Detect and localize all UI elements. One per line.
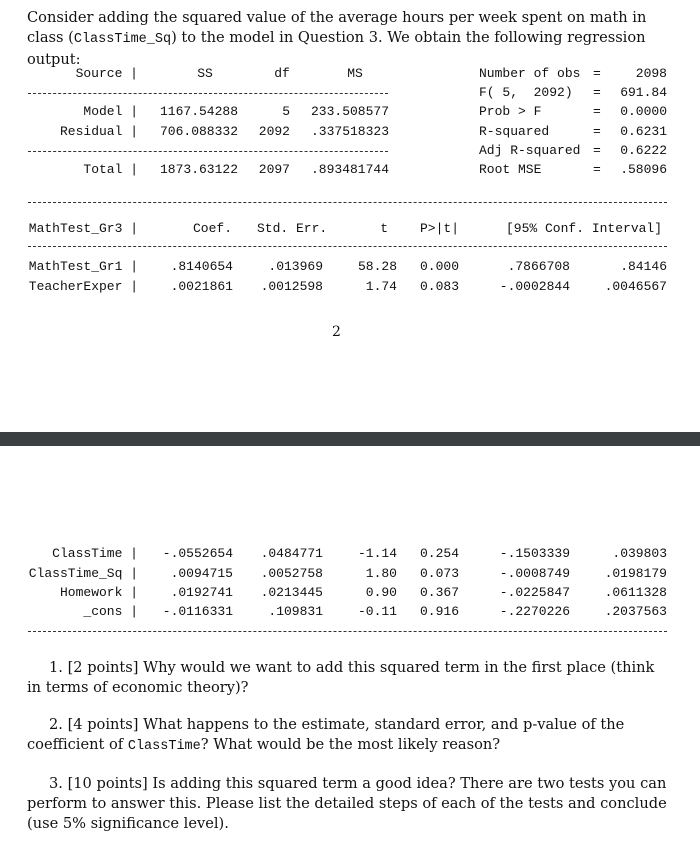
anova-header-source: Source | xyxy=(75,66,138,81)
coef-row-var: MathTest_Gr1 | xyxy=(28,259,138,274)
anova-row-label: Model | xyxy=(83,104,138,119)
anova-row-label: Total | xyxy=(83,162,138,177)
coef-row-p: 0.367 xyxy=(420,585,460,600)
coef-row-ci-low: -.0225847 xyxy=(499,585,570,600)
question-var-name: ClassTime xyxy=(127,739,201,754)
coef-row-se: .013969 xyxy=(268,259,323,274)
coef-row-p: 0.916 xyxy=(420,604,460,619)
stat-label: R-squared xyxy=(479,124,550,139)
coef-row-coef: .0192741 xyxy=(170,585,233,600)
coef-row-ci-high: .0046567 xyxy=(604,279,667,294)
coef-row-var: _cons | xyxy=(83,604,138,619)
coef-rule-bottom xyxy=(28,631,667,632)
anova-row-df: 2092 xyxy=(258,124,290,139)
stat-label: Adj R-squared xyxy=(479,143,581,158)
coef-row-coef: -.0552654 xyxy=(162,546,233,561)
stat-value: 0.6231 xyxy=(620,124,667,139)
stat-value: .58096 xyxy=(620,162,667,177)
coef-row-se: .0012598 xyxy=(260,279,323,294)
coef-row-var: TeacherExper | xyxy=(28,279,138,294)
stat-equals: = xyxy=(593,124,601,139)
stat-value: 691.84 xyxy=(620,85,667,100)
question-number: 1. xyxy=(49,659,63,676)
question-number: 3. xyxy=(49,775,63,792)
coef-rule-top xyxy=(28,202,667,203)
coef-row-coef: .0021861 xyxy=(170,279,233,294)
coef-row-t: -0.11 xyxy=(357,604,397,619)
intro-var-name: ClassTime_Sq xyxy=(73,32,172,47)
coef-header-var: MathTest_Gr3 | xyxy=(28,221,138,236)
coef-row-se: .0213445 xyxy=(260,585,323,600)
coef-row-se: .109831 xyxy=(268,604,323,619)
coef-header-se: Std. Err. xyxy=(257,221,328,236)
stat-label: Root MSE xyxy=(479,162,542,177)
coef-header-ci: [95% Conf. Interval] xyxy=(506,221,663,236)
question-2 xyxy=(27,715,667,757)
coef-row-coef: .8140654 xyxy=(170,259,233,274)
anova-header-ms: MS xyxy=(347,66,363,81)
coef-row-t: 1.80 xyxy=(365,566,397,581)
coef-row-p: 0.254 xyxy=(420,546,460,561)
coef-row-t: 58.28 xyxy=(357,259,397,274)
coef-row-t: -1.14 xyxy=(357,546,397,561)
coef-row-p: 0.073 xyxy=(420,566,460,581)
stat-equals: = xyxy=(593,162,601,177)
anova-row-ms: 233.508577 xyxy=(310,104,389,119)
anova-row-df: 2097 xyxy=(258,162,290,177)
coef-row-ci-high: .84146 xyxy=(620,259,667,274)
question-text-after: ? What would be the most likely reason? xyxy=(200,736,501,753)
stat-value: 0.0000 xyxy=(620,104,667,119)
coef-row-var: ClassTime | xyxy=(52,546,138,561)
coef-row-ci-high: .0611328 xyxy=(604,585,667,600)
anova-header-df: df xyxy=(274,66,290,81)
anova-rule-top xyxy=(28,93,388,94)
question-1 xyxy=(27,658,667,698)
coef-row-ci-low: .7866708 xyxy=(507,259,570,274)
stat-equals: = xyxy=(593,85,601,100)
coef-row-ci-low: -.0008749 xyxy=(499,566,570,581)
coef-header-coef: Coef. xyxy=(192,221,232,236)
anova-row-ss: 1167.54288 xyxy=(160,104,239,119)
stat-equals: = xyxy=(593,143,601,158)
coef-row-ci-low: -.0002844 xyxy=(499,279,570,294)
coef-row-ci-high: .039803 xyxy=(612,546,667,561)
anova-header-ss: SS xyxy=(197,66,213,81)
question-3 xyxy=(27,774,667,834)
question-number: 2. xyxy=(49,716,63,733)
coef-row-var: Homework | xyxy=(59,585,138,600)
anova-row-df: 5 xyxy=(282,104,290,119)
stat-value: 2098 xyxy=(635,66,667,81)
coef-row-p: 0.083 xyxy=(420,279,460,294)
question-points: [10 points] xyxy=(67,775,148,792)
anova-row-ss: 1873.63122 xyxy=(160,162,239,177)
page-number: 2 xyxy=(332,324,341,340)
coef-row-ci-high: .0198179 xyxy=(604,566,667,581)
coef-row-t: 1.74 xyxy=(365,279,397,294)
intro-text-after: ) to the model in Question 3. We obtain the following regression output: xyxy=(27,29,646,68)
intro-text-before: Consider adding the squared value of the average hours per week spent on math in class ( xyxy=(27,9,647,46)
coef-row-coef: -.0116331 xyxy=(162,604,233,619)
question-text-before: What happens to the estimate, standard error, and p-value of the coefficient of xyxy=(27,716,625,753)
coef-row-se: .0484771 xyxy=(260,546,323,561)
question-points: [2 points] xyxy=(67,659,139,676)
question-text: Why would we want to add this squared term in the first place (think in terms of economic theory)? xyxy=(27,659,655,696)
coef-row-ci-high: .2037563 xyxy=(604,604,667,619)
coef-rule-mid xyxy=(28,246,667,247)
coef-row-se: .0052758 xyxy=(260,566,323,581)
anova-row-ms: .337518323 xyxy=(310,124,389,139)
stat-label: Prob > F xyxy=(479,104,542,119)
coef-header-t: t xyxy=(380,221,388,236)
question-points: [4 points] xyxy=(67,716,139,733)
intro-paragraph xyxy=(27,8,667,70)
stat-label: F( 5, 2092) xyxy=(479,85,573,100)
coef-header-p: P>|t| xyxy=(420,221,460,236)
coef-row-ci-low: -.1503339 xyxy=(499,546,570,561)
coef-row-ci-low: -.2270226 xyxy=(499,604,570,619)
coef-row-p: 0.000 xyxy=(420,259,460,274)
anova-rule-mid xyxy=(28,151,388,152)
question-text: Is adding this squared term a good idea? There are two tests you can perform to answer this. Please list the detailed steps of each of the tests and conclude (use 5% significance level). xyxy=(27,775,667,832)
coef-row-t: 0.90 xyxy=(365,585,397,600)
stat-value: 0.6222 xyxy=(620,143,667,158)
anova-row-ms: .893481744 xyxy=(310,162,389,177)
coef-row-var: ClassTime_Sq | xyxy=(28,566,138,581)
coef-row-coef: .0094715 xyxy=(170,566,233,581)
page-break-divider xyxy=(0,432,700,446)
stat-equals: = xyxy=(593,104,601,119)
anova-row-label: Residual | xyxy=(59,124,138,139)
stat-equals: = xyxy=(593,66,601,81)
stat-label: Number of obs xyxy=(479,66,581,81)
anova-row-ss: 706.088332 xyxy=(160,124,239,139)
